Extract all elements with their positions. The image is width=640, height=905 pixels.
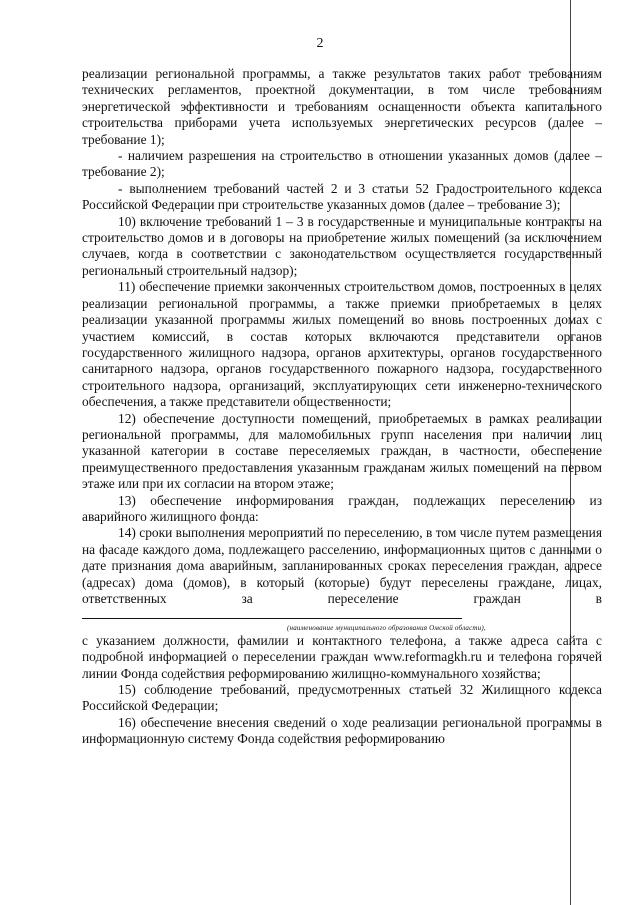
paragraph: 10) включение требований 1 – 3 в государственные и муниципальные контракты на строительство домов и в договоры на приобретение жилых помещений (за исключением случаев, когда в соответствии с законодательством осуществляется государственный региональный строительный надзор); [82, 213, 602, 278]
page-number: 2 [316, 36, 324, 51]
paragraph: 11) обеспечение приемки законченных строительством домов, построенных в целях реализации региональной программы, а также приемки приобретаемых в целях реализации указанной программы жилых помещений во вновь построенных домах с участием комиссий, в состав которых включаются представители органов государственного жилищного надзора, органов архитектуры, органов государственного санитарного надзора, органов государственного пожарного надзора, государственного строительного надзора, организаций, эксплуатирующих сети инженерно-технического обеспечения, а также представители общественности; [82, 279, 602, 410]
blank-caption: (наименование муниципального образования Омской области), [287, 623, 486, 632]
paragraph: реализации региональной программы, а также результатов таких работ требованиям технических регламентов, проектной документации, в том числе требованиям энергетической эффективности и требованиям оснащенности объекта капитального строительства приборами учета используемых энергетических ресурсов (далее – требование 1); [82, 66, 602, 147]
paragraph-with-blank [82, 525, 602, 623]
paragraph: - наличием разрешения на строительство в отношении указанных домов (далее – требование 2); [82, 148, 602, 180]
paragraph: 12) обеспечение доступности помещений, приобретаемых в рамках реализации региональной программы, для маломобильных групп населения при наличии лиц указанной категории в составе переселяемых граждан, в частности, обеспечение преимущественного предоставления указанным гражданам жилых помещений на первом этаже или при их согласии на втором этаже; [82, 410, 602, 492]
paragraph: 16) обеспечение внесения сведений о ходе реализации региональной программы в информационную систему Фонда содействия реформированию [82, 714, 602, 747]
paragraph-text: 14) сроки выполнения мероприятий по переселению, в том числе путем размещения на фасаде каждого дома, подлежащего расселению, информационных щитов с данными о дате признания дома аварийным, запланированных сроках переселения граждан, адресе (адресах) дома (домов), в который (которые) будут переселены граждане, лицах, ответственных за переселение граждан в [82, 525, 602, 606]
document-body [82, 66, 602, 748]
paragraph: - выполнением требований частей 2 и 3 статьи 52 Градостроительного кодекса Российской Федерации при строительстве указанных домов (далее – требование 3); [82, 180, 602, 213]
paragraph: с указанием должности, фамилии и контактного телефона, а также адреса сайта с подробной информацией о переселении граждан www.reformagkh.ru и телефона горячей линии Фонда содействия реформированию жилищно-коммунального хозяйства; [82, 632, 602, 681]
paragraph: 15) соблюдение требований, предусмотренных статьей 32 Жилищного кодекса Российской Федерации; [82, 682, 602, 714]
paragraph: 13) обеспечение информирования граждан, подлежащих переселению из аварийного жилищного фонда: [82, 492, 602, 524]
fill-in-blank [82, 607, 462, 619]
